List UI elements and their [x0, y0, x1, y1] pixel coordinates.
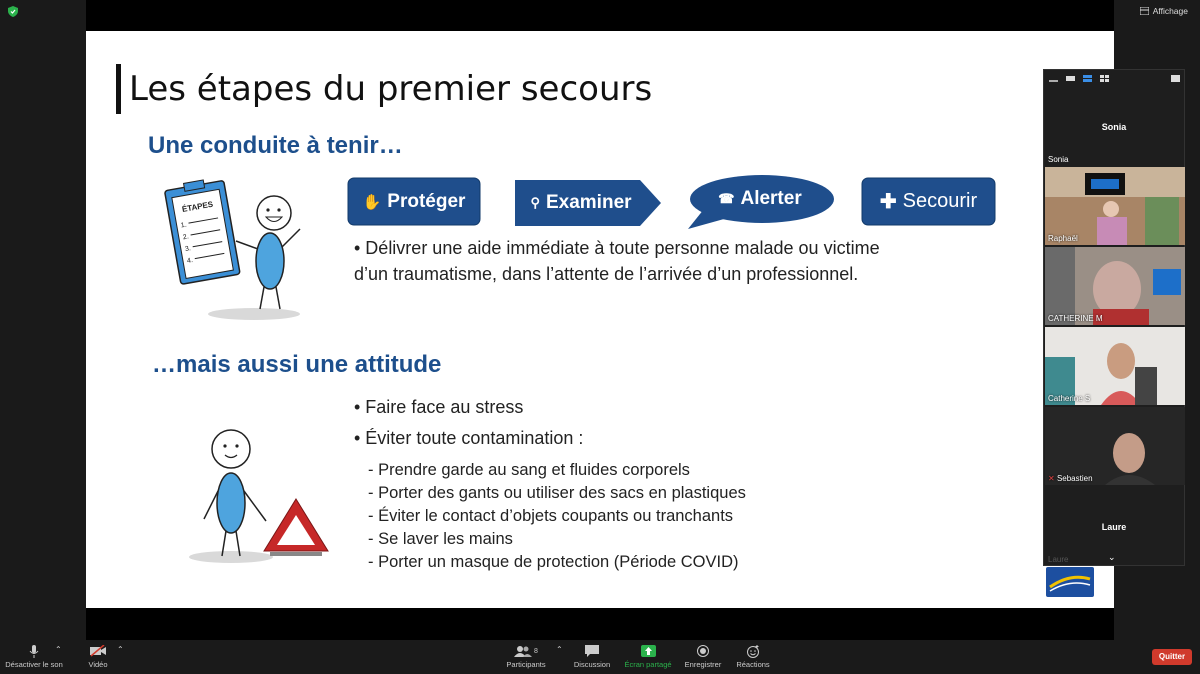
- quit-button[interactable]: Quitter: [1152, 649, 1192, 665]
- grid-icon: [1140, 7, 1149, 15]
- minimize-icon[interactable]: [1049, 75, 1058, 82]
- hand-icon: ✋: [362, 193, 382, 211]
- record-button[interactable]: [682, 644, 724, 669]
- svg-text:3.: 3.: [184, 245, 192, 254]
- participants-label: Participants: [506, 660, 546, 669]
- slide: [86, 31, 1114, 608]
- step-alerter-label: Alerter: [740, 188, 802, 209]
- video-label: Vidéo: [88, 660, 108, 669]
- clipboard-stickman-illustration: [164, 171, 314, 321]
- svg-text:1.: 1.: [180, 221, 188, 230]
- step-proteger-label: Protéger: [387, 190, 466, 212]
- panel-toolbar: [1044, 70, 1184, 86]
- phone-icon: ☎: [718, 191, 735, 206]
- clipboard-text: ÉTAPES: [181, 199, 214, 215]
- grid-view-icon[interactable]: [1100, 75, 1109, 82]
- participant-name-sonia: Sonia: [1101, 122, 1127, 132]
- video-button[interactable]: [80, 644, 116, 669]
- share-screen-label: Écran partagé: [624, 660, 672, 669]
- chevron-down-icon[interactable]: ⌄: [1108, 552, 1116, 562]
- participant-label-sonia: Sonia: [1048, 155, 1069, 164]
- step-alerter: [684, 173, 836, 231]
- slide-title: Les étapes du premier secours: [129, 69, 653, 109]
- sub-item: - Porter un masque de protection (Période COVID): [368, 553, 739, 571]
- share-screen-icon: [641, 645, 656, 657]
- participants-button[interactable]: [500, 644, 552, 669]
- step-examiner: [514, 179, 662, 227]
- shield-icon[interactable]: [8, 6, 18, 17]
- participants-count: 8: [534, 647, 538, 655]
- mute-options-caret[interactable]: ⌃: [55, 645, 62, 654]
- svg-text:2.: 2.: [182, 233, 190, 242]
- fullscreen-icon[interactable]: [1171, 75, 1180, 82]
- video-tile-catherine-s[interactable]: [1045, 327, 1185, 405]
- bullet-definition: • Délivrer une aide immédiate à toute personne malade ou victime d’un traumatisme, dans l’attente de l’arrivée d’un professionnel.: [354, 238, 880, 284]
- video-tile-raphael[interactable]: [1045, 167, 1185, 245]
- list-view-icon[interactable]: [1083, 75, 1092, 82]
- bullet-contamination: • Éviter toute contamination :: [354, 428, 584, 448]
- video-off-icon: [90, 645, 106, 657]
- step-examiner-label: Examiner: [545, 192, 632, 213]
- sub-item: - Éviter le contact d’objets coupants ou tranchants: [368, 507, 734, 525]
- participant-label-laure: Laure: [1048, 555, 1069, 564]
- bullet-stress: • Faire face au stress: [354, 397, 524, 417]
- video-tile-sebastien[interactable]: [1045, 407, 1185, 485]
- meeting-toolbar: [0, 640, 1200, 674]
- svg-text:4.: 4.: [186, 257, 194, 265]
- strip-view-icon[interactable]: [1066, 75, 1075, 82]
- mute-label: Désactiver le son: [5, 660, 63, 669]
- participant-name: [1048, 474, 1093, 483]
- record-label: Enregistrer: [684, 660, 722, 669]
- participant-name-sebastien: Sebastien: [1056, 474, 1093, 483]
- participant-name: Catherine S: [1048, 394, 1091, 403]
- participants-icon: [514, 645, 532, 657]
- reactions-button[interactable]: [733, 644, 773, 669]
- sub-item: - Se laver les mains: [368, 530, 513, 548]
- video-options-caret[interactable]: ⌃: [117, 645, 124, 654]
- reactions-label: Réactions: [736, 660, 770, 669]
- participant-name: CATHERINE M: [1048, 314, 1103, 323]
- muted-mic-icon: ✕: [1048, 474, 1055, 483]
- shared-screen: [86, 0, 1114, 640]
- record-icon: [697, 645, 709, 657]
- stickman-warning-illustration: [186, 421, 346, 566]
- step-secourir-label: Secourir: [902, 190, 978, 212]
- participants-options-caret[interactable]: ⌃: [556, 645, 563, 654]
- sub-item: - Prendre garde au sang et fluides corporels: [368, 461, 690, 479]
- heading-attitude: …mais aussi une attitude: [152, 351, 442, 378]
- heading-conduite: Une conduite à tenir…: [148, 132, 403, 159]
- step-proteger: [347, 177, 481, 226]
- participant-name: Raphaël: [1048, 234, 1078, 243]
- smiley-icon: [747, 645, 760, 658]
- title-accent-bar: [116, 64, 121, 114]
- pin-icon: ⚲: [530, 195, 540, 210]
- chat-label: Discussion: [573, 660, 611, 669]
- org-logo: [1046, 567, 1094, 597]
- chat-icon: [585, 645, 599, 657]
- microphone-icon: [29, 645, 39, 658]
- view-label: Affichage: [1152, 6, 1188, 16]
- chat-button[interactable]: [570, 644, 614, 669]
- video-tile-catherine-m[interactable]: [1045, 247, 1185, 325]
- share-screen-button[interactable]: [622, 644, 674, 669]
- step-secourir: [861, 177, 996, 226]
- participant-name-laure: Laure: [1101, 522, 1127, 532]
- participants-video-panel: [1043, 69, 1185, 566]
- sub-item: - Porter des gants ou utiliser des sacs en plastiques: [368, 484, 746, 502]
- view-button[interactable]: [1140, 6, 1188, 16]
- plus-icon: ✚: [879, 191, 897, 213]
